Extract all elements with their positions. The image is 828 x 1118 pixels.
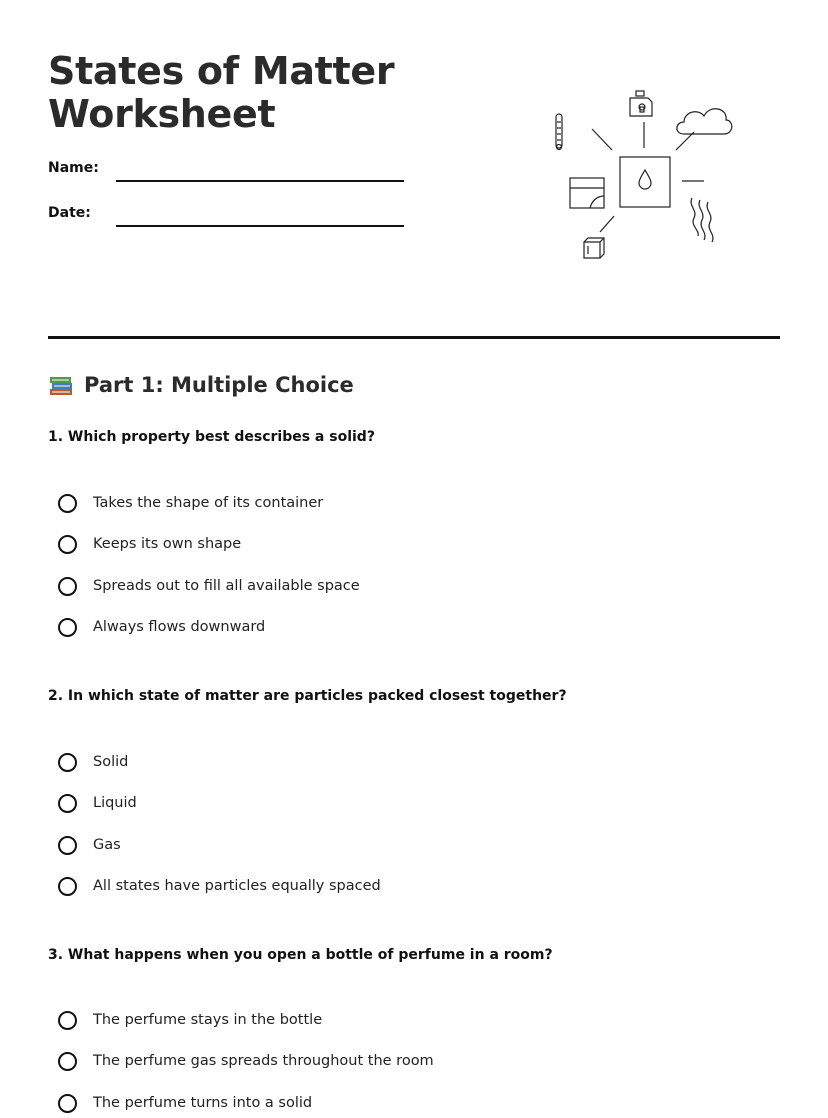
q3-option-3[interactable]: [58, 1091, 312, 1115]
option-label: Spreads out to fill all available space: [93, 578, 360, 594]
steam-icon: [691, 198, 713, 242]
option-label: Takes the shape of its container: [93, 495, 324, 511]
radio-button[interactable]: [58, 577, 77, 596]
q1-option-1[interactable]: [58, 491, 323, 515]
option-label: Gas: [93, 837, 121, 853]
option-label: Liquid: [93, 795, 137, 811]
option-label: All states have particles equally spaced: [93, 878, 381, 894]
q1-option-4[interactable]: [58, 615, 265, 639]
question-3: 3. What happens when you open a bottle of perfume in a room?: [48, 947, 553, 963]
part1-heading: [48, 373, 354, 397]
option-label: The perfume gas spreads throughout the room: [93, 1053, 434, 1069]
option-label: Always flows downward: [93, 619, 266, 635]
radio-button[interactable]: [58, 753, 77, 772]
radio-button[interactable]: [58, 494, 77, 513]
option-label: Keeps its own shape: [93, 536, 242, 552]
beaker-icon: [570, 178, 604, 208]
option-label: Solid: [93, 754, 129, 770]
q2-option-1[interactable]: [58, 750, 128, 774]
q3-option-2[interactable]: [58, 1049, 434, 1073]
q3-option-1[interactable]: [58, 1008, 322, 1032]
states-of-matter-illustration: [548, 84, 748, 266]
books-icon: [48, 373, 74, 397]
option-label: The perfume stays in the bottle: [93, 1012, 323, 1028]
q2-option-4[interactable]: [58, 874, 381, 898]
section-divider: [48, 336, 780, 339]
radio-button[interactable]: [58, 1094, 77, 1113]
radio-button[interactable]: [58, 836, 77, 855]
question-2: 2. In which state of matter are particles packed closest together?: [48, 688, 567, 704]
bottle-icon: [630, 91, 652, 116]
q2-option-2[interactable]: [58, 791, 137, 815]
name-field[interactable]: [116, 180, 404, 182]
part1-heading-text: Part 1: Multiple Choice: [84, 373, 354, 397]
date-field[interactable]: [116, 225, 404, 227]
radio-button[interactable]: [58, 877, 77, 896]
name-label: Name:: [48, 160, 99, 176]
cloud-icon: [677, 109, 732, 134]
radio-button[interactable]: [58, 1052, 77, 1071]
water-drop-icon: [620, 157, 670, 207]
ice-cube-icon: [584, 238, 604, 258]
radio-button[interactable]: [58, 1011, 77, 1030]
q2-option-3[interactable]: [58, 833, 121, 857]
option-label: The perfume turns into a solid: [93, 1095, 313, 1111]
worksheet-title: States of Matter Worksheet: [48, 49, 395, 136]
date-label: Date:: [48, 205, 91, 221]
radio-button[interactable]: [58, 535, 77, 554]
radio-button[interactable]: [58, 794, 77, 813]
question-1: 1. Which property best describes a solid?: [48, 429, 375, 445]
q1-option-2[interactable]: [58, 532, 241, 556]
radio-button[interactable]: [58, 618, 77, 637]
q1-option-3[interactable]: [58, 574, 360, 598]
thermometer-icon: [556, 114, 562, 150]
